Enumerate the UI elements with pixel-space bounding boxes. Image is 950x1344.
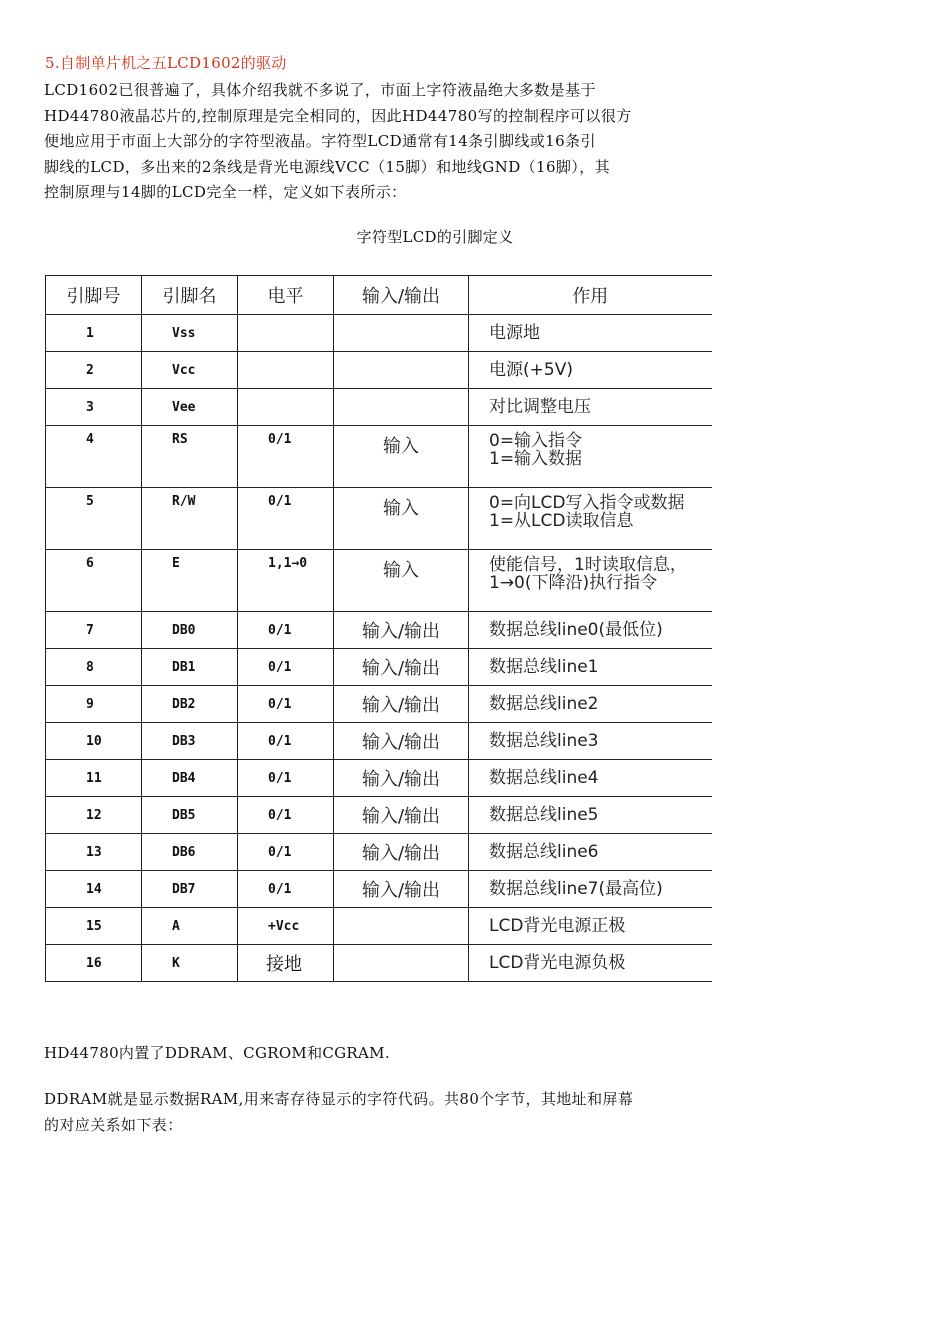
function-text: 1→0(下降沿)执行指令 <box>489 573 658 593</box>
table-row <box>46 488 712 550</box>
function-text: 电源地 <box>489 323 540 343</box>
function-cell <box>469 315 712 352</box>
function-text: 数据总线line6 <box>489 842 599 862</box>
pin-number-cell: 6 <box>46 550 142 612</box>
function-text: 0=向LCD写入指令或数据 <box>489 493 685 513</box>
function-text: 1=输入数据 <box>489 449 583 469</box>
table-row <box>46 649 712 686</box>
level-cell: 0/1 <box>238 686 334 723</box>
table-row <box>46 550 712 612</box>
pin-number-cell: 5 <box>46 488 142 550</box>
level-cell <box>238 315 334 352</box>
header-pin-number: 引脚号 <box>46 276 142 315</box>
function-text: 数据总线line1 <box>489 657 599 677</box>
level-cell: 0/1 <box>238 649 334 686</box>
pin-name-cell: RS <box>142 426 238 488</box>
table-row <box>46 908 712 945</box>
table-row <box>46 612 712 649</box>
table-row <box>46 760 712 797</box>
header-pin-name: 引脚名 <box>142 276 238 315</box>
function-text: 1=从LCD读取信息 <box>489 511 634 531</box>
io-cell: 输入/输出 <box>334 649 469 686</box>
table-row <box>46 686 712 723</box>
hd44780-memory-line: HD44780内置了DDRAM、CGROM和CGRAM. <box>44 1044 390 1062</box>
function-cell <box>469 945 712 982</box>
function-text: 数据总线line0(最低位) <box>489 620 663 640</box>
pin-number-cell: 14 <box>46 871 142 908</box>
pin-number-cell: 3 <box>46 389 142 426</box>
io-cell <box>334 389 469 426</box>
function-text: 数据总线line2 <box>489 694 599 714</box>
header-function: 作用 <box>469 276 712 315</box>
pin-name-cell: Vee <box>142 389 238 426</box>
function-text: 0=输入指令 <box>489 431 583 451</box>
pin-number-cell: 8 <box>46 649 142 686</box>
level-cell: 0/1 <box>238 760 334 797</box>
io-cell <box>334 908 469 945</box>
level-cell <box>238 389 334 426</box>
pin-number-cell: 15 <box>46 908 142 945</box>
pin-number-cell: 2 <box>46 352 142 389</box>
intro-line: 脚线的LCD，多出来的2条线是背光电源线VCC（15脚）和地线GND（16脚），其 <box>44 157 611 176</box>
level-cell <box>238 352 334 389</box>
io-cell <box>334 352 469 389</box>
io-cell: 输入 <box>334 488 469 550</box>
table-row <box>46 315 712 352</box>
function-cell <box>469 352 712 389</box>
level-cell: 0/1 <box>238 426 334 488</box>
level-cell: 0/1 <box>238 871 334 908</box>
pin-name-cell: DB0 <box>142 612 238 649</box>
table-row <box>46 426 712 488</box>
table-row <box>46 723 712 760</box>
level-cell: 0/1 <box>238 723 334 760</box>
function-cell <box>469 834 712 871</box>
function-cell <box>469 550 712 612</box>
function-text: 数据总线line5 <box>489 805 599 825</box>
intro-line: 控制原理与14脚的LCD完全一样，定义如下表所示： <box>44 183 407 201</box>
function-cell <box>469 649 712 686</box>
pin-name-cell: DB1 <box>142 649 238 686</box>
table-body <box>46 315 712 982</box>
function-cell <box>469 723 712 760</box>
function-text: LCD背光电源负极 <box>489 953 626 973</box>
pin-number-cell: 4 <box>46 426 142 488</box>
io-cell <box>334 945 469 982</box>
section-heading: 5.自制单片机之五LCD1602的驱动 <box>45 54 287 72</box>
pin-number-cell: 7 <box>46 612 142 649</box>
table-row <box>46 945 712 982</box>
io-cell: 输入/输出 <box>334 686 469 723</box>
ddram-line: 的对应关系如下表： <box>44 1115 183 1134</box>
pin-number-cell: 9 <box>46 686 142 723</box>
function-cell <box>469 760 712 797</box>
table-row <box>46 389 712 426</box>
table-row <box>46 834 712 871</box>
function-cell <box>469 612 712 649</box>
io-cell <box>334 315 469 352</box>
function-text: 数据总线line4 <box>489 768 599 788</box>
pin-number-cell: 1 <box>46 315 142 352</box>
function-cell <box>469 426 712 488</box>
io-cell: 输入/输出 <box>334 834 469 871</box>
table-row <box>46 797 712 834</box>
pin-name-cell: A <box>142 908 238 945</box>
pin-name-cell: K <box>142 945 238 982</box>
pin-name-cell: R/W <box>142 488 238 550</box>
table-caption: 字符型LCD的引脚定义 <box>356 228 514 246</box>
function-cell <box>469 488 712 550</box>
level-cell: 接地 <box>238 945 334 982</box>
level-cell: 0/1 <box>238 834 334 871</box>
intro-paragraph <box>44 78 714 206</box>
pin-number-cell: 13 <box>46 834 142 871</box>
function-text: 数据总线line7(最高位) <box>489 879 663 899</box>
pin-number-cell: 16 <box>46 945 142 982</box>
table-row <box>46 352 712 389</box>
pin-name-cell: Vss <box>142 315 238 352</box>
pin-name-cell: DB4 <box>142 760 238 797</box>
pin-name-cell: DB6 <box>142 834 238 871</box>
pin-name-cell: Vcc <box>142 352 238 389</box>
function-text: 使能信号，1时读取信息， <box>489 555 687 575</box>
io-cell: 输入/输出 <box>334 797 469 834</box>
pin-number-cell: 10 <box>46 723 142 760</box>
pin-name-cell: E <box>142 550 238 612</box>
ddram-line: DDRAM就是显示数据RAM,用来寄存待显示的字符代码。共80个字节，其地址和屏幕 <box>44 1090 634 1108</box>
level-cell: 1,1→0 <box>238 550 334 612</box>
header-level: 电平 <box>238 276 334 315</box>
io-cell: 输入 <box>334 426 469 488</box>
pin-name-cell: DB5 <box>142 797 238 834</box>
io-cell: 输入/输出 <box>334 612 469 649</box>
intro-line: 便地应用于市面上大部分的字符型液晶。字符型LCD通常有14条引脚线或16条引 <box>44 132 596 150</box>
pin-name-cell: DB7 <box>142 871 238 908</box>
io-cell: 输入/输出 <box>334 723 469 760</box>
table-row <box>46 871 712 908</box>
function-text: 数据总线line3 <box>489 731 599 751</box>
level-cell: 0/1 <box>238 488 334 550</box>
pin-name-cell: DB2 <box>142 686 238 723</box>
function-text: LCD背光电源正极 <box>489 916 626 936</box>
function-cell <box>469 908 712 945</box>
pin-definition-table <box>45 275 712 982</box>
level-cell: 0/1 <box>238 612 334 649</box>
function-cell <box>469 389 712 426</box>
pin-number-cell: 11 <box>46 760 142 797</box>
function-cell <box>469 686 712 723</box>
io-cell: 输入/输出 <box>334 760 469 797</box>
function-text: 电源(+5V) <box>489 360 573 380</box>
table-header-row <box>46 276 712 315</box>
intro-line: LCD1602已很普遍了，具体介绍我就不多说了，市面上字符液晶绝大多数是基于 <box>44 81 596 99</box>
level-cell: +Vcc <box>238 908 334 945</box>
function-cell <box>469 871 712 908</box>
intro-line: HD44780液晶芯片的,控制原理是完全相同的，因此HD44780写的控制程序可以很方 <box>44 106 632 125</box>
pin-name-cell: DB3 <box>142 723 238 760</box>
ddram-paragraph <box>44 1087 714 1138</box>
pin-number-cell: 12 <box>46 797 142 834</box>
io-cell: 输入/输出 <box>334 871 469 908</box>
function-text: 对比调整电压 <box>489 397 591 417</box>
io-cell: 输入 <box>334 550 469 612</box>
function-cell <box>469 797 712 834</box>
level-cell: 0/1 <box>238 797 334 834</box>
header-io: 输入/输出 <box>334 276 469 315</box>
